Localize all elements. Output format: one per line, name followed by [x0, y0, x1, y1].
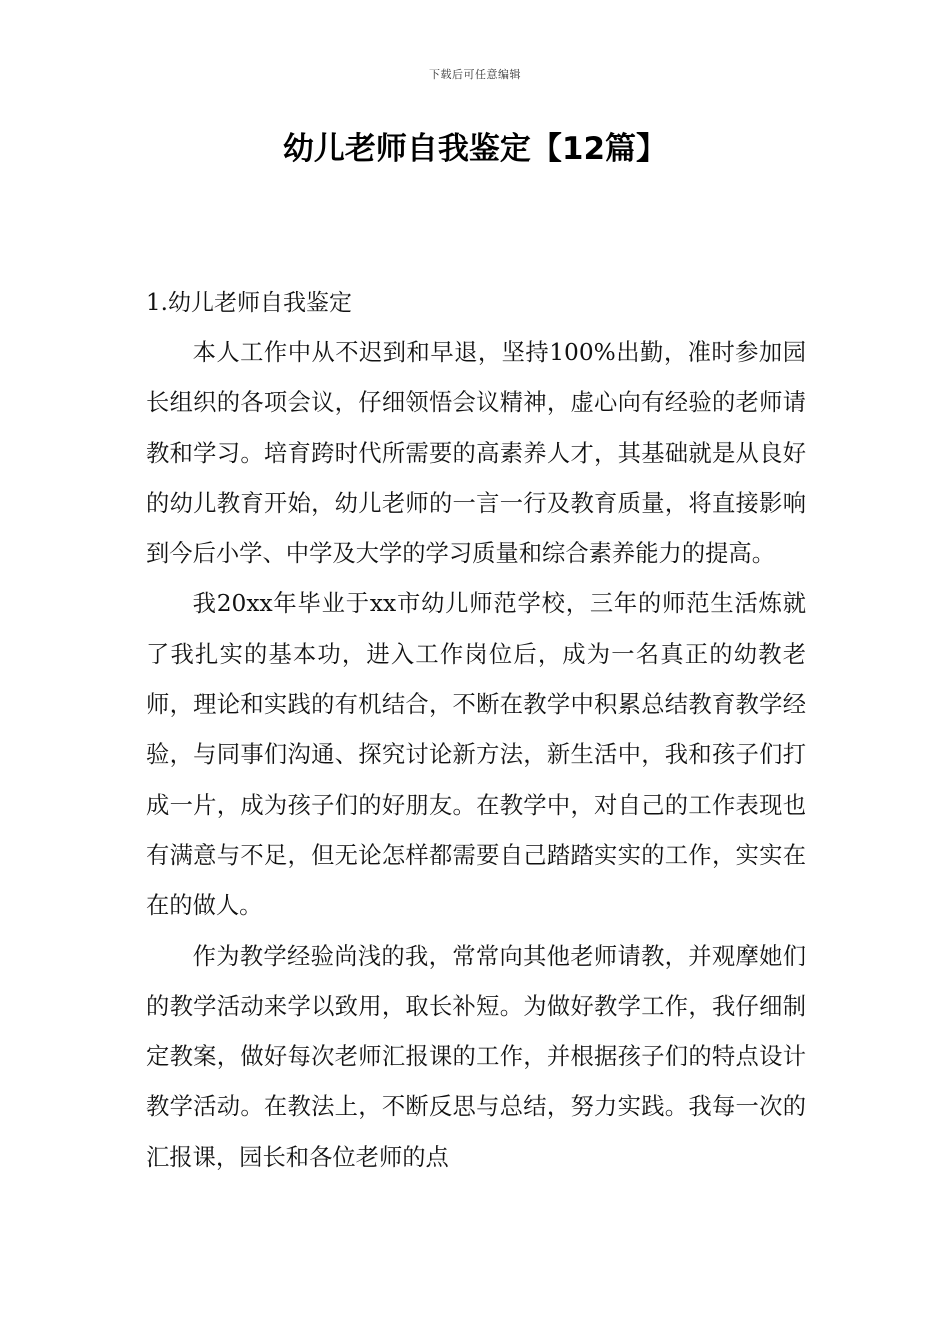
- paragraph-1: 本人工作中从不迟到和早退，坚持100%出勤，准时参加园长组织的各项会议，仔细领悟会议精神，虚心向有经验的老师请教和学习。培育跨时代所需要的高素养人才，其基础就是从良好的幼儿教育开始，幼儿老师的一言一行及教育质量，将直接影响到今后小学、中学及大学的学习质量和综合素养能力的提高。: [146, 339, 806, 568]
- header-note: 下载后可任意编辑: [429, 68, 521, 81]
- document-body: [146, 278, 806, 1183]
- section-heading: 1.幼儿老师自我鉴定: [146, 290, 352, 316]
- document-title: 幼儿老师自我鉴定【12篇】: [282, 131, 668, 167]
- paragraph-3: 作为教学经验尚浅的我，常常向其他老师请教，并观摩她们的教学活动来学以致用，取长补短。为做好教学工作，我仔细制定教案，做好每次老师汇报课的工作，并根据孩子们的特点设计教学活动。在教法上，不断反思与总结，努力实践。我每一次的汇报课，园长和各位老师的点: [146, 942, 806, 1171]
- paragraph-2: 我20xx年毕业于xx市幼儿师范学校，三年的师范生活炼就了我扎实的基本功，进入工作岗位后，成为一名真正的幼教老师，理论和实践的有机结合，不断在教学中积累总结教育教学经验，与同事们沟通、探究讨论新方法，新生活中，我和孩子们打成一片，成为孩子们的好朋友。在教学中，对自己的工作表现也有满意与不足，但无论怎样都需要自己踏踏实实的工作，实实在在的做人。: [146, 590, 806, 920]
